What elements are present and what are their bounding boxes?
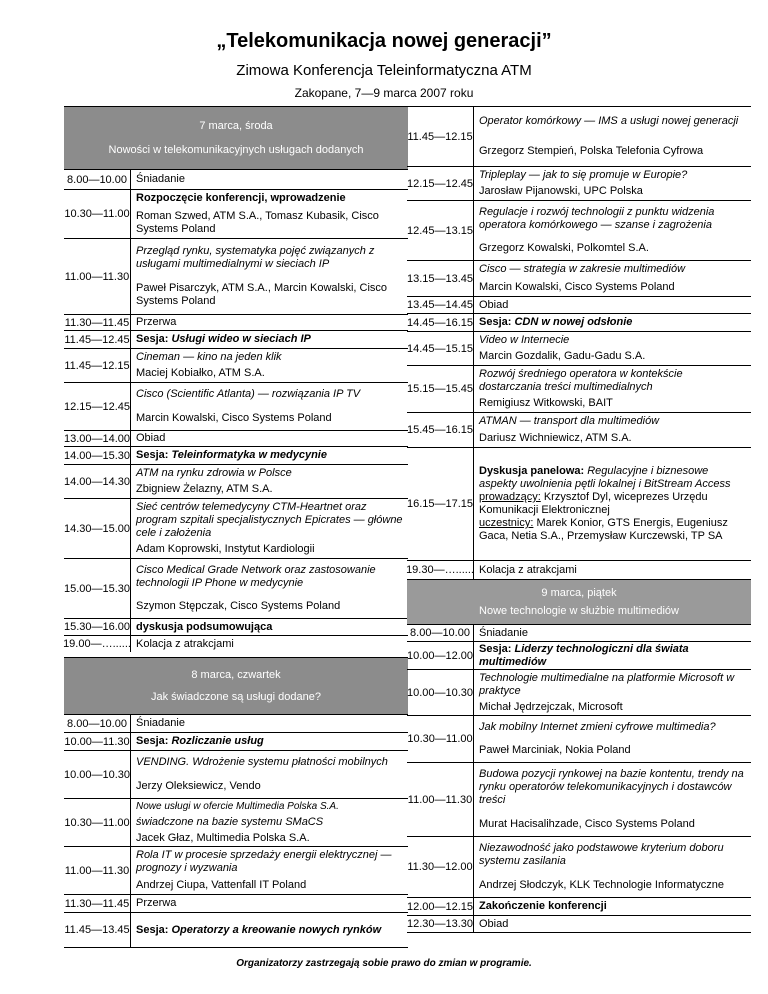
row-speaker: Adam Koprowski, Instytut Kardiologii: [136, 543, 315, 556]
moderator-label: prowadzący:: [479, 491, 541, 503]
schedule-row: [407, 106, 751, 166]
row-time: 10.00—12.00: [407, 642, 474, 669]
row-speaker: Murat Hacisalihzade, Cisco Systems Poland: [479, 817, 695, 830]
schedule-row: [64, 798, 408, 846]
session-label: Sesja:: [479, 642, 515, 655]
row-time: 8.00—10.00: [64, 715, 131, 732]
row-text: Śniadanie: [479, 626, 528, 639]
row-title: Tripleplay — jak to się promuje w Europie?: [479, 168, 688, 181]
session-title: Teleinformatyka w medycynie: [171, 449, 327, 461]
session-row: [64, 446, 408, 464]
row-time: 14.00—15.30: [64, 447, 131, 464]
day-theme: Nowe technologie w służbie multimediów: [479, 605, 679, 618]
row-title: Technologie multimedialne na platformie Microsoft w praktyce: [479, 671, 735, 697]
row-time: 11.45—12.45: [64, 331, 131, 348]
row-time: 15.30—16.00: [63, 621, 131, 633]
row-speaker: Jerzy Oleksiewicz, Vendo: [136, 779, 261, 792]
row-speaker: Andrzej Słodczyk, KLK Technologie Informatyczne: [479, 878, 724, 891]
schedule-row: [64, 169, 408, 189]
row-time: 12.45—13.15: [407, 201, 474, 260]
conference-subtitle: Zimowa Konferencja Teleinformatyczna ATM: [236, 62, 532, 79]
row-title: Przegląd rynku, systematyka pojęć związanych z usługami multimedialnymi w sieciach IP: [136, 244, 375, 270]
schedule-row: [407, 296, 751, 313]
schedule-row: [64, 382, 408, 430]
row-text: Kolacja z atrakcjami: [479, 563, 577, 576]
schedule-row: [407, 715, 751, 762]
schedule-row: [407, 260, 751, 296]
schedule-row: [64, 314, 408, 330]
day-header-1: [64, 106, 408, 169]
row-speaker: Grzegorz Stempień, Polska Telefonia Cyfrowa: [479, 144, 704, 157]
row-speaker: Jarosław Pijanowski, UPC Polska: [479, 185, 643, 198]
row-time: 10.30—11.00: [64, 799, 131, 846]
row-title: Operator komórkowy — IMS a usługi nowej generacji: [479, 115, 739, 128]
row-time: 19.00—…......: [63, 638, 131, 650]
session-title: CDN w nowej odsłonie: [514, 316, 633, 328]
session-label: Sesja:: [136, 449, 172, 461]
row-time: 15.45—16.15: [407, 413, 474, 447]
row-time: 12.30—13.30: [406, 918, 474, 930]
row-time: 11.00—11.30: [64, 239, 131, 314]
row-title: ATMAN — transport dla multimediów: [479, 415, 660, 427]
schedule-row: [64, 618, 408, 635]
row-speaker: Jacek Głaz, Multimedia Polska S.A.: [136, 831, 310, 844]
row-time: 13.00—14.00: [63, 432, 131, 445]
session-title: Operatorzy a kreowanie nowych rynków: [171, 923, 382, 936]
row-time: 10.30—11.00: [64, 190, 131, 238]
row-title: ATM na rynku zdrowia w Polsce: [136, 466, 292, 479]
conference-title: „Telekomunikacja nowej generacji”: [216, 30, 552, 52]
row-speaker: Szymon Stępczak, Cisco Systems Poland: [136, 600, 341, 612]
row-title: Nowe usługi w ofercie Multimedia Polska S.A.: [136, 801, 339, 813]
day-header-2: [64, 657, 408, 714]
row-speaker: Maciej Kobiałko, ATM S.A.: [136, 367, 265, 380]
row-time: 14.45—15.15: [407, 332, 474, 365]
session-row: [407, 641, 751, 669]
schedule-row: [407, 915, 751, 933]
schedule-row: [64, 714, 408, 732]
row-time: 15.00—15.30: [64, 559, 131, 618]
row-time: 11.00—11.30: [407, 763, 474, 836]
row-time: 14.45—16.15: [407, 314, 474, 331]
row-time: 14.30—15.00: [64, 499, 131, 558]
session-label: Sesja:: [136, 923, 172, 936]
day-header-3: [407, 579, 751, 624]
row-time: 8.00—10.00: [64, 170, 131, 189]
row-title: Rozpoczęcie konferencji, wprowadzenie: [136, 192, 346, 205]
panel-topic: Regulacyjne i biznesowe aspekty uwolnienia pętli lokalnej i BitStream Access: [479, 465, 731, 490]
participants: Marek Konior, GTS Energis, Eugeniusz Gaca, Netia S.A., Przemysław Kurczewski, TP SA: [479, 517, 728, 542]
row-text: Śniadanie: [136, 173, 185, 185]
session-title: Usługi wideo w sieciach IP: [171, 333, 311, 345]
row-time: 10.00—11.30: [64, 733, 131, 750]
session-title: Rozliczanie usług: [171, 735, 264, 747]
schedule-row: [64, 238, 408, 314]
row-time: 16.15—17.15: [407, 448, 474, 560]
row-title: VENDING. Wdrożenie systemu płatności mobilnych: [136, 756, 388, 769]
schedule-row: [64, 894, 408, 912]
row-text: Obiad: [136, 432, 166, 444]
row-time: 15.15—15.45: [407, 366, 474, 412]
row-time: 13.15—13.45: [407, 261, 474, 296]
schedule-row: [407, 762, 751, 836]
schedule-row: [407, 365, 751, 412]
row-speaker: Marcin Kowalski, Cisco Systems Poland: [479, 280, 675, 293]
row-time: 12.00—12.15: [407, 898, 474, 915]
session-row: [64, 732, 408, 750]
session-row: 11.45—12.45 Sesja: Usługi wideo w sieciach IP: [64, 330, 408, 348]
row-text: Zakończenie konferencji: [479, 900, 607, 912]
row-text: Przerwa: [136, 316, 177, 328]
row-title: Rozwój średniego operatora w kontekście dostarczania treści multimedialnych: [479, 367, 683, 393]
row-time: 11.45—12.15: [64, 349, 131, 382]
row-speaker: Andrzej Ciupa, Vattenfall IT Poland: [136, 879, 307, 891]
row-title: Cisco Medical Grade Network oraz zastosowanie technologii IP Phone w medycynie: [136, 564, 376, 589]
left-column: [64, 106, 408, 948]
row-title-2: świadczone na bazie systemu SMaCS: [136, 815, 324, 828]
session-row: [407, 313, 751, 331]
schedule-row: [407, 560, 751, 579]
row-time: 13.45—14.45: [406, 299, 474, 311]
participants-label: uczestnicy:: [479, 517, 534, 529]
panel-row: [407, 447, 751, 560]
row-title: Jak mobilny Internet zmieni cyfrowe multimedia?: [479, 721, 716, 733]
schedule-row: [64, 189, 408, 238]
row-title: Cisco (Scientific Atlanta) — rozwiązania IP TV: [136, 388, 361, 401]
row-time: 11.00—11.30: [64, 847, 131, 894]
row-speaker: Marcin Kowalski, Cisco Systems Poland: [136, 411, 332, 424]
schedule-row: [407, 624, 751, 641]
row-time: 10.00—10.30: [407, 670, 474, 715]
row-title: Rola IT w procesie sprzedaży energii elektrycznej — prognozy i wyzwania: [136, 849, 392, 874]
row-time: 11.30—11.45: [64, 895, 131, 912]
row-speaker: Dariusz Wichniewicz, ATM S.A.: [479, 432, 632, 444]
row-title: Regulacje i rozwój technologii z punktu widzenia operatora komórkowego — szanse i zagrożenia: [479, 206, 715, 231]
row-time: 10.00—10.30: [64, 751, 131, 798]
day-title: 8 marca, czwartek: [191, 668, 281, 681]
row-speaker: Remigiusz Witkowski, BAIT: [479, 397, 613, 410]
schedule-row: [407, 200, 751, 260]
conference-dates: Zakopane, 7—9 marca 2007 roku: [294, 86, 474, 100]
schedule-row: [407, 836, 751, 897]
row-speaker: Paweł Marciniak, Nokia Poland: [479, 744, 631, 756]
schedule-row: [64, 846, 408, 894]
session-title: Liderzy technologiczni dla świata multimediów: [479, 642, 689, 668]
schedule-row: [64, 635, 408, 652]
row-title: Cisco — strategia w zakresie multimediów: [479, 263, 686, 276]
row-time: 12.15—12.45: [64, 383, 131, 430]
right-column: [407, 106, 751, 933]
schedule-row: [407, 331, 751, 365]
row-time: 11.30—11.45: [64, 316, 130, 329]
day-theme: Nowości w telekomunikacyjnych usługach dodanych: [108, 144, 364, 157]
schedule-row: [64, 464, 408, 498]
row-title: Cineman — kino na jeden klik: [136, 350, 282, 363]
day-title: 9 marca, piątek: [541, 586, 617, 599]
day-theme: Jak świadczone są usługi dodane?: [150, 691, 321, 704]
schedule-row: [64, 498, 408, 558]
schedule-row: [407, 412, 751, 447]
row-speaker: Marcin Gozdalik, Gadu-Gadu S.A.: [479, 350, 646, 363]
schedule-row: [64, 430, 408, 446]
schedule-row: [407, 669, 751, 715]
row-title: Niezawodność jako podstawowe kryterium doboru systemu zasilania: [479, 842, 724, 868]
row-text: Przerwa: [136, 897, 177, 909]
row-time: 11.30—12.00: [407, 837, 474, 897]
row-time: 11.45—13.45: [64, 913, 131, 947]
schedule-row: [64, 558, 408, 618]
row-time: 12.15—12.45: [407, 167, 474, 200]
schedule-row: [407, 897, 751, 915]
session-label: Sesja: [136, 333, 165, 345]
row-title: Sieć centrów telemedycyny CTM-Heartnet oraz program szpitali specjalistycznych Epicrates — główne cele i założenia: [136, 500, 403, 539]
session-row: [64, 912, 408, 948]
moderator: Krzysztof Dyl, wiceprezes Urzędu Komunikacji Elektronicznej: [479, 491, 708, 516]
row-speaker: Paweł Pisarczyk, ATM S.A., Marcin Kowalski, Cisco Systems Poland: [136, 282, 388, 308]
schedule-row: [64, 750, 408, 798]
row-text: Kolacja z atrakcjami: [136, 637, 234, 650]
session-label: Sesja:: [136, 735, 172, 747]
row-speaker: Grzegorz Kowalski, Polkomtel S.A.: [479, 242, 649, 254]
row-time: 8.00—10.00: [407, 625, 474, 641]
row-time: 19.30—…......: [407, 561, 474, 579]
row-time: 10.30—11.00: [407, 716, 474, 762]
row-title: Budowa pozycji rynkowej na bazie kontentu, trendy na rynku operatorów telekomunikacyjnych i dostawców treści: [479, 768, 744, 807]
row-title: Video w Internecie: [479, 333, 570, 346]
session-label: Sesja:: [479, 316, 515, 328]
footer-note: Organizatorzy zastrzegają sobie prawo do zmian w programie.: [236, 958, 532, 969]
row-time: 14.00—14.30: [64, 465, 131, 498]
schedule-row: [407, 166, 751, 200]
row-time: 11.45—12.15: [407, 107, 474, 166]
row-speaker: Roman Szwed, ATM S.A., Tomasz Kubasik, Cisco Systems Poland: [136, 209, 379, 235]
row-text: Obiad: [479, 917, 509, 930]
row-text: dyskusja podsumowująca: [136, 620, 273, 633]
schedule-row: [64, 348, 408, 382]
row-text: Śniadanie: [136, 717, 185, 729]
panel-label: Dyskusja panelowa:: [479, 465, 585, 477]
row-text: Obiad: [479, 298, 509, 311]
day-title: 7 marca, środa: [199, 119, 273, 132]
row-speaker: Michał Jędrzejczak, Microsoft: [479, 700, 623, 713]
row-speaker: Zbigniew Żelazny, ATM S.A.: [136, 483, 273, 496]
